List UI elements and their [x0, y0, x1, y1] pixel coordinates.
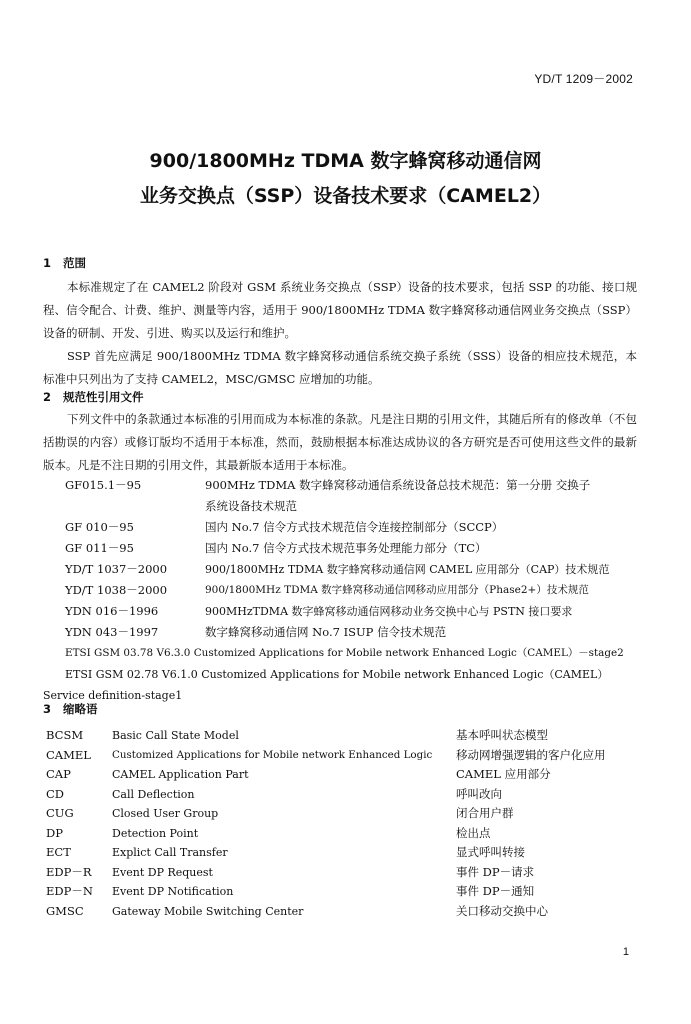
abbreviation: GMSC	[46, 903, 84, 918]
abbreviation: EDP－N	[46, 884, 93, 898]
abbreviation-english: Closed User Group	[112, 807, 219, 820]
abbreviation-english: CAMEL Application Part	[112, 768, 249, 781]
section-1-number: 1	[43, 256, 52, 270]
abbreviation: DP	[46, 825, 63, 840]
normative-references-list	[43, 475, 643, 706]
section-1-heading	[43, 255, 86, 271]
abbreviation-row	[43, 902, 643, 922]
abbreviation: CAP	[46, 767, 71, 781]
abbreviation-row	[43, 843, 643, 863]
reference-code: YDN 043－1997	[65, 625, 159, 639]
abbreviation-chinese: CAMEL 应用部分	[456, 767, 551, 781]
reference-item	[43, 622, 643, 643]
abbreviation: EDP－R	[46, 864, 92, 879]
abbreviation-chinese: 关口移动交换中心	[456, 903, 548, 918]
section-3-title: 缩略语	[63, 702, 98, 716]
document-title-line1: 900/1800MHz TDMA 数字蜂窝移动通信网	[149, 150, 542, 172]
abbreviation-chinese: 呼叫改向	[456, 786, 502, 801]
abbreviation-row	[43, 785, 643, 805]
reference-title-continuation: 系统设备技术规范	[205, 499, 297, 513]
abbreviation-english: Call Deflection	[112, 787, 195, 801]
section-3-heading	[43, 701, 98, 717]
abbreviation-chinese: 检出点	[456, 825, 491, 840]
reference-item-etsi	[43, 664, 643, 685]
reference-code: YD/T 1038－2000	[65, 583, 168, 597]
section-2-title: 规范性引用文件	[63, 390, 144, 404]
section-1-paragraph-1: 本标准规定了在 CAMEL2 阶段对 GSM 系统业务交换点（SSP）设备的技术要求，包括 SSP 的功能、接口规程、信令配合、计费、维护、测量等内容，适用于 900/1800MHz TDMA 数字蜂窝移动通信网业务交换点（SSP）设备的研制、开发、引进、购买以及运行和维护。	[43, 280, 637, 340]
section-2-intro-paragraph: 下列文件中的条款通过本标准的引用而成为本标准的条款。凡是注日期的引用文件，其随后所有的修改单（不包括勘误的内容）或修订版均不适用于本标准，然而，鼓励根据本标准达成协议的各方研究是否可使用这些文件的最新版本。凡是不注日期的引用文件，其最新版本适用于本标准。	[43, 412, 637, 472]
abbreviation: ECT	[46, 845, 71, 859]
section-1-body	[43, 276, 637, 391]
abbreviation-row	[43, 824, 643, 844]
reference-code: GF 010－95	[65, 520, 134, 534]
abbreviation-english: Explict Call Transfer	[112, 846, 228, 859]
section-1-paragraph-2: SSP 首先应满足 900/1800MHz TDMA 数字蜂窝移动通信系统交换子系统（SSS）设备的相应技术规范，本标准中只列出为了支持 CAMEL2，MSC/GMSC 应增加的功能。	[43, 349, 637, 386]
abbreviation-chinese: 事件 DP－通知	[456, 884, 535, 898]
abbreviation: CAMEL	[46, 747, 91, 762]
abbreviation-english: Detection Point	[112, 826, 199, 840]
reference-title: 数字蜂窝移动通信网 No.7 ISUP 信令技术规范	[205, 625, 447, 639]
abbreviation-english: Basic Call State Model	[112, 729, 239, 742]
abbreviation-english: Customized Applications for Mobile network Enhanced Logic	[112, 748, 433, 761]
abbreviation-chinese: 移动网增强逻辑的客户化应用	[456, 747, 606, 762]
reference-item	[43, 580, 643, 601]
abbreviation-english: Event DP Request	[112, 865, 213, 879]
section-2-intro	[43, 408, 637, 477]
abbreviation-row	[43, 765, 643, 785]
abbreviation: CD	[46, 786, 65, 801]
reference-item-etsi-continuation	[43, 685, 643, 706]
reference-etsi-2: ETSI GSM 02.78 V6.1.0 Customized Applications for Mobile network Enhanced Logic（CAMEL）	[65, 668, 609, 681]
reference-item	[43, 601, 643, 622]
reference-item-etsi	[43, 643, 643, 664]
reference-item	[43, 475, 643, 496]
reference-code: GF 011－95	[65, 541, 134, 555]
reference-item	[43, 517, 643, 538]
abbreviation-row	[43, 804, 643, 824]
abbreviation-english: Gateway Mobile Switching Center	[112, 904, 304, 918]
document-title-line2: 业务交换点（SSP）设备技术要求（CAMEL2）	[139, 185, 552, 207]
abbreviation-row	[43, 746, 643, 766]
section-3-number: 3	[43, 702, 52, 716]
section-1-title: 范围	[63, 256, 86, 270]
abbreviation-row	[43, 882, 643, 902]
abbreviation: BCSM	[46, 728, 84, 742]
section-2-number: 2	[43, 390, 52, 404]
abbreviations-table	[43, 726, 643, 921]
abbreviation-chinese: 闭合用户群	[456, 806, 514, 820]
reference-title: 国内 No.7 信令方式技术规范事务处理能力部分（TC）	[205, 541, 487, 555]
abbreviation-chinese: 事件 DP－请求	[456, 864, 535, 879]
standard-number: YD/T 1209－2002	[534, 72, 633, 86]
reference-item	[43, 538, 643, 559]
reference-title: 900MHz TDMA 数字蜂窝移动通信系统设备总技术规范：第一分册 交换子	[205, 478, 591, 492]
reference-code: YDN 016－1996	[65, 604, 159, 618]
abbreviation-row	[43, 726, 643, 746]
reference-item	[43, 559, 643, 580]
reference-etsi-1: ETSI GSM 03.78 V6.3.0 Customized Applications for Mobile network Enhanced Logic（CAMEL）－stage2	[65, 647, 624, 659]
reference-code: GF015.1－95	[65, 478, 142, 492]
reference-title: 国内 No.7 信令方式技术规范信令连接控制部分（SCCP）	[205, 520, 504, 534]
reference-code: YD/T 1037－2000	[65, 562, 168, 576]
abbreviation: CUG	[46, 806, 74, 820]
abbreviation-row	[43, 863, 643, 883]
reference-item-continuation	[43, 496, 643, 517]
reference-title: 900/1800MHz TDMA 数字蜂窝移动通信网移动应用部分（Phase2+）技术规范	[205, 584, 589, 596]
section-2-heading	[43, 389, 144, 405]
abbreviation-english: Event DP Notification	[112, 885, 234, 898]
abbreviation-chinese: 显式呼叫转接	[456, 845, 525, 859]
reference-title: 900MHzTDMA 数字蜂窝移动通信网移动业务交换中心与 PSTN 接口要求	[205, 605, 573, 618]
reference-title: 900/1800MHz TDMA 数字蜂窝移动通信网 CAMEL 应用部分（CAP）技术规范	[205, 563, 610, 576]
abbreviation-chinese: 基本呼叫状态模型	[456, 728, 548, 742]
reference-etsi-2-continuation: Service definition-stage1	[43, 689, 183, 702]
page-number: 1	[622, 946, 629, 958]
